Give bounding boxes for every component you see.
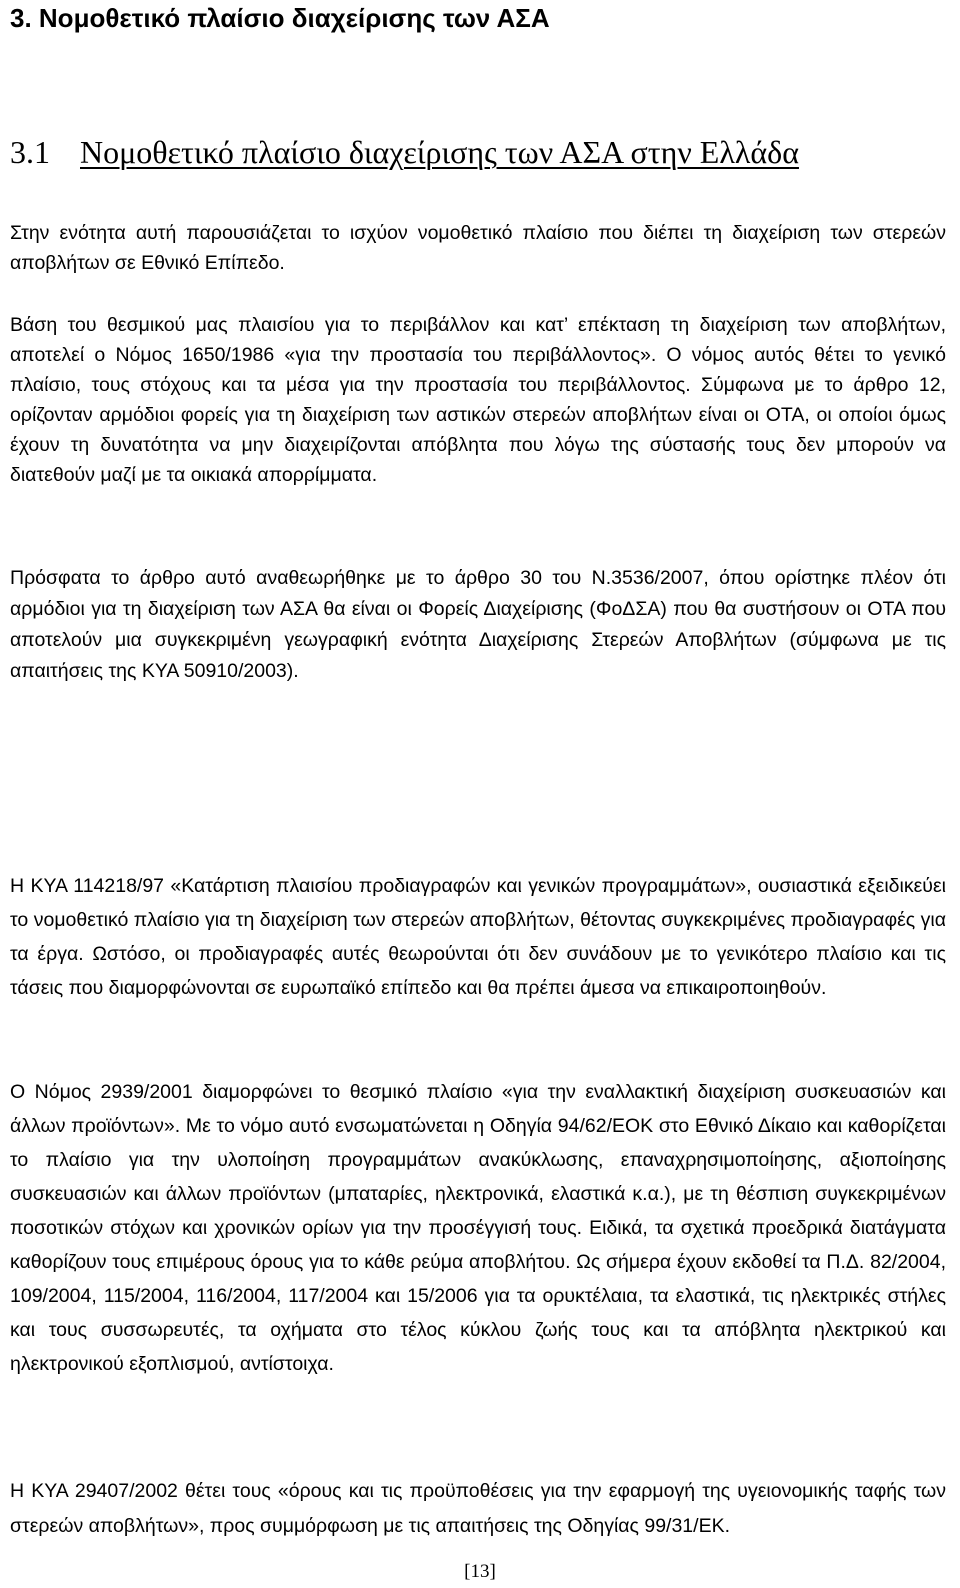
subsection-title: Νομοθετικό πλαίσιο διαχείρισης των ΑΣΑ στην Ελλάδα [80, 134, 799, 170]
subsection-number: 3.1 [10, 134, 50, 170]
section-heading: 3. Νομοθετικό πλαίσιο διαχείρισης των ΑΣΑ [10, 3, 550, 33]
paragraph-kya-29407: Η ΚΥΑ 29407/2002 θέτει τους «όρους και τις προϋποθέσεις για την εφαρμογή της υγειονομικής ταφής των στερεών αποβλήτων», προς συμμόρφωση με τις απαιτήσεις της Οδηγίας 99/31/ΕΚ. [10, 1480, 946, 1537]
paragraph-intro: Στην ενότητα αυτή παρουσιάζεται το ισχύον νομοθετικό πλαίσιο που διέπει τη διαχείριση των στερεών αποβλήτων σε Εθνικό Επίπεδο. [10, 222, 946, 274]
page-number: [13] [464, 1561, 496, 1582]
paragraph-law-2939: Ο Νόμος 2939/2001 διαμορφώνει το θεσμικό πλαίσιο «για την εναλλακτική διαχείριση συσκευασιών και άλλων προϊόντων». Με το νόμο αυτό ενσωματώνεται η Οδηγία 94/62/ΕΟΚ στο Εθνικό Δίκαιο και καθορίζεται το πλαίσιο για την υλοποίηση προγραμμάτων ανακύκλωσης, επαναχρησιμοποίησης, αξιοποίησης συσκευασιών και άλλων προϊόντων (μπαταρίες, ηλεκτρονικά, ελαστικά κ.α.), με τη θέσπιση συγκεκριμένων ποσοτικών στόχων και χρονικών ορίων για την προσέγγισή τους. Ειδικά, τα σχετικά προεδρικά διατάγματα καθορίζουν τους επιμέρους όρους για το κάθε ρεύμα αποβλήτου. Ως σήμερα έχουν εκδοθεί τα Π.Δ. 82/2004, 109/2004, 115/2004, 116/2004, 117/2004 και 15/2006 για τα ορυκτέλαια, τα ελαστικά, τις ηλεκτρικές στήλες και τους συσσωρευτές, τα οχήματα στο τέλος κύκλου ζωής τους και τα απόβλητα ηλεκτρικού και ηλεκτρονικού εξοπλισμού, αντίστοιχα. [10, 1081, 946, 1375]
subsection-heading [10, 132, 799, 172]
paragraph-law-3536: Πρόσφατα το άρθρο αυτό αναθεωρήθηκε με το άρθρο 30 του Ν.3536/2007, όπου ορίστηκε πλέον ότι αρμόδιοι για τη διαχείριση των ΑΣΑ θα είναι οι Φορείς Διαχείρισης (ΦοΔΣΑ) που θα συστήσουν οι ΟΤΑ που αποτελούν μια συγκεκριμένη γεωγραφική ενότητα Διαχείρισης Στερεών Αποβλήτων (σύμφωνα με τις απαιτήσεις της ΚΥΑ 50910/2003). [10, 567, 946, 682]
paragraph-kya-114218: Η ΚΥΑ 114218/97 «Κατάρτιση πλαισίου προδιαγραφών και γενικών προγραμμάτων», ουσιαστικά εξειδικεύει το νομοθετικό πλαίσιο για τη διαχείριση των στερεών αποβλήτων, θέτοντας συγκεκριμένες προδιαγραφές για τα έργα. Ωστόσο, οι προδιαγραφές αυτές θεωρούνται ότι δεν συνάδουν με το γενικότερο πλαίσιο και τις τάσεις που διαμορφώνονται σε ευρωπαϊκό επίπεδο και θα πρέπει άμεσα να επικαιροποιηθούν. [10, 875, 946, 999]
paragraph-law-1650: Βάση του θεσμικού μας πλαισίου για το περιβάλλον και κατ’ επέκταση τη διαχείριση των αποβλήτων, αποτελεί ο Νόμος 1650/1986 «για την προστασία του περιβάλλοντος». Ο νόμος αυτός θέτει το γενικό πλαίσιο, τους στόχους και τα μέσα για την προστασία του περιβάλλοντος. Σύμφωνα με το άρθρο 12, ορίζονταν αρμόδιοι φορείς για τη διαχείριση των αστικών στερεών αποβλήτων είναι οι ΟΤΑ, οι οποίοι όμως έχουν τη δυνατότητα να μην διαχειρίζονται απόβλητα που λόγω της σύστασής τους δεν μπορούν να διατεθούν μαζί με τα οικιακά απορρίμματα. [10, 314, 946, 486]
